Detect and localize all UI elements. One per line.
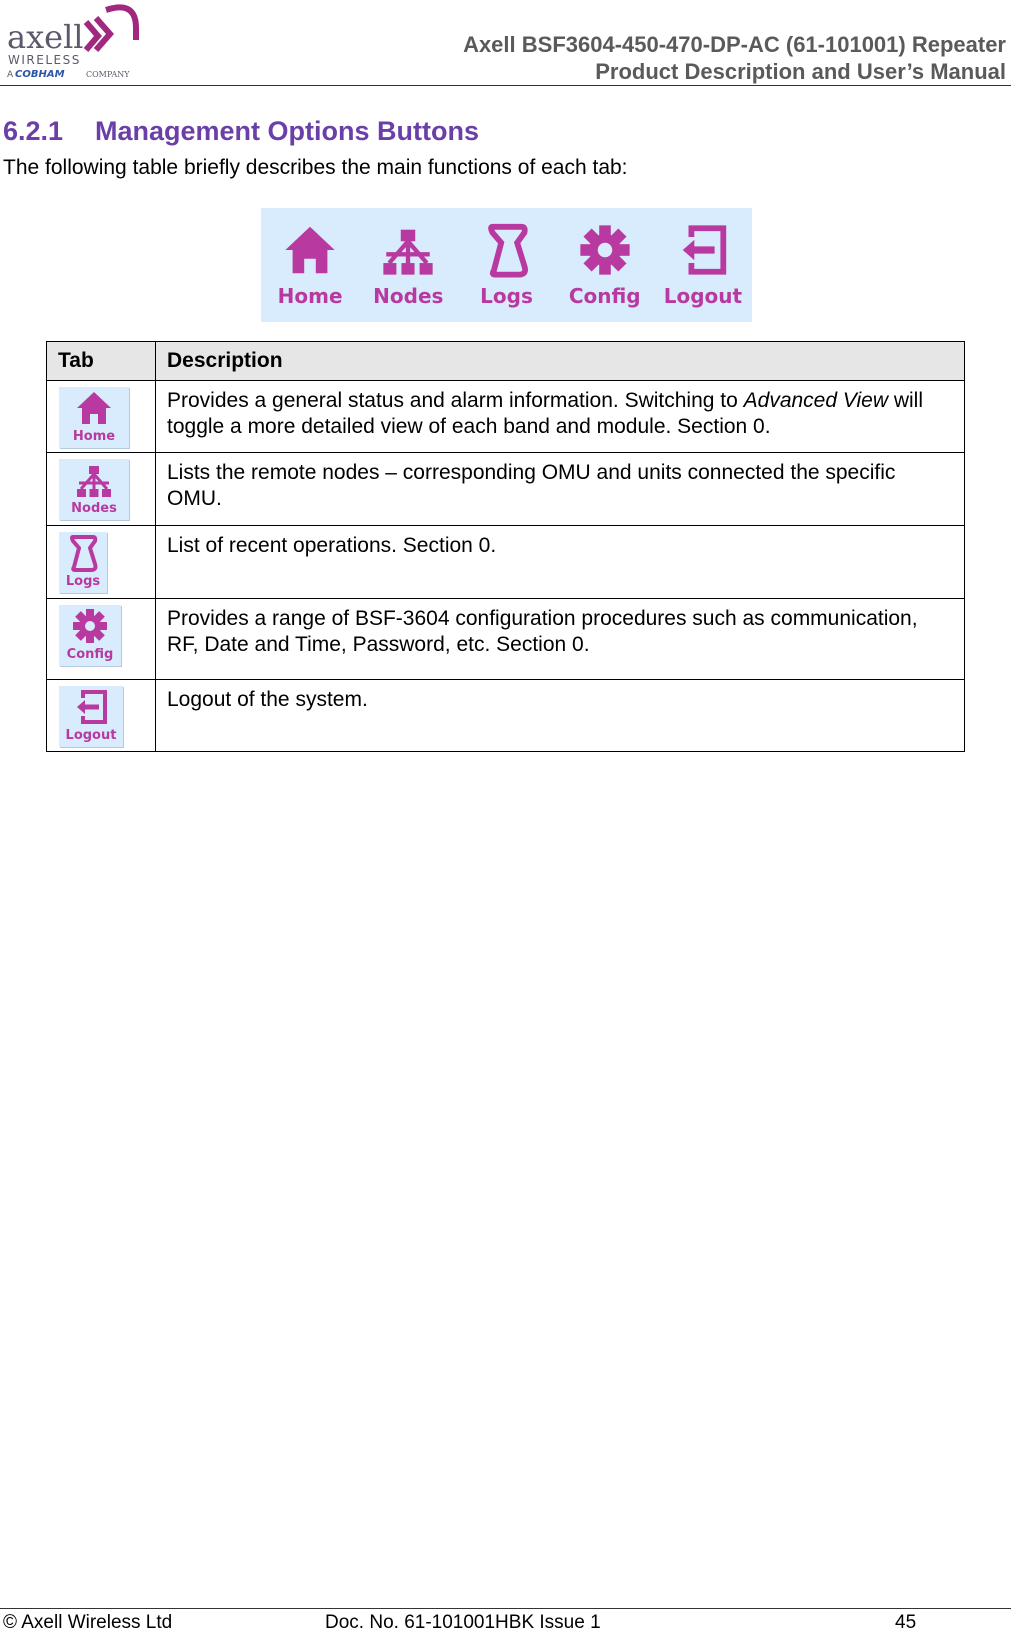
document-title-line2: Product Description and User’s Manual xyxy=(595,59,1006,84)
tab-logs[interactable] xyxy=(457,208,555,322)
table-cell-description xyxy=(156,381,965,453)
table-header-row xyxy=(47,342,965,381)
tab-logs-label: Logs xyxy=(480,284,533,308)
tab-logout-label: Logout xyxy=(663,284,743,308)
intro-paragraph: The following table briefly describes the main functions of each tab: xyxy=(3,156,628,179)
logout-icon xyxy=(71,688,111,726)
home-icon xyxy=(281,222,339,278)
column-header-description: Description xyxy=(156,342,965,381)
logo-tagline-company: COBHAM xyxy=(15,69,65,80)
home-icon xyxy=(74,389,114,427)
logo-subtitle: WIRELESS xyxy=(8,53,81,67)
home-tab-button[interactable] xyxy=(59,387,129,448)
logs-icon xyxy=(478,222,536,278)
home-description-text: Provides a general status and alarm information. Switching to xyxy=(167,389,744,412)
section-heading xyxy=(3,116,479,147)
logs-tab-label: Logs xyxy=(65,574,101,589)
gear-icon xyxy=(70,607,110,645)
logo-tagline-prefix: A xyxy=(7,70,14,80)
tab-config[interactable] xyxy=(556,208,654,322)
advanced-view-term: Advanced View xyxy=(743,389,889,412)
logout-tab-label: Logout xyxy=(65,728,117,743)
home-tab-label: Home xyxy=(72,429,116,444)
tab-home-label: Home xyxy=(277,284,343,308)
logs-tab-button[interactable] xyxy=(59,532,107,593)
table-cell-tab xyxy=(47,526,156,599)
tab-config-label: Config xyxy=(568,284,641,308)
nodes-tab-label: Nodes xyxy=(71,501,117,516)
logout-tab-button[interactable] xyxy=(59,686,123,747)
logout-icon xyxy=(674,222,732,278)
table-cell-tab xyxy=(47,381,156,453)
footer-copyright: © Axell Wireless Ltd xyxy=(3,1612,173,1633)
nodes-tab-button[interactable] xyxy=(59,459,129,520)
logo-wordmark: axell xyxy=(7,18,84,56)
tab-logout[interactable] xyxy=(654,208,752,322)
section-title: Management Options Buttons xyxy=(95,116,479,146)
logo-tagline-suffix: COMPANY xyxy=(86,70,130,79)
config-tab-label: Config xyxy=(66,647,114,662)
company-logo xyxy=(6,0,142,80)
table-cell-description: Logout of the system. xyxy=(156,680,965,752)
table-cell-description: List of recent operations. Section 0. xyxy=(156,526,965,599)
options-table xyxy=(46,341,965,752)
table-cell-description: Provides a range of BSF-3604 configuration procedures such as communication, RF, Date and Time, Password, etc. Section 0. xyxy=(156,599,965,680)
home-description-text-cont: will toggle a more detailed view of each band and module. Section 0. xyxy=(167,389,924,438)
table-cell-tab xyxy=(47,453,156,526)
nodes-icon xyxy=(379,222,437,278)
nodes-icon xyxy=(74,461,114,499)
header-divider xyxy=(0,85,1011,86)
table-row xyxy=(47,381,965,453)
logs-icon xyxy=(63,534,103,572)
management-tab-strip xyxy=(261,208,752,322)
section-number: 6.2.1 xyxy=(3,116,64,146)
table-cell-tab xyxy=(47,680,156,752)
tab-home[interactable] xyxy=(261,208,359,322)
table-row xyxy=(47,599,965,680)
footer-doc-number: Doc. No. 61-101001HBK Issue 1 xyxy=(325,1612,601,1633)
column-header-tab: Tab xyxy=(47,342,156,381)
table-row xyxy=(47,453,965,526)
config-tab-button[interactable] xyxy=(59,605,121,666)
document-title-line1: Axell BSF3604-450-470-DP-AC (61-101001) Repeater xyxy=(463,32,1006,57)
table-cell-description: Lists the remote nodes – corresponding OMU and units connected the specific OMU. xyxy=(156,453,965,526)
table-row xyxy=(47,680,965,752)
document-title xyxy=(463,31,1006,85)
footer-page-number: 45 xyxy=(895,1612,917,1633)
footer-divider xyxy=(0,1608,1011,1609)
tab-nodes[interactable] xyxy=(359,208,457,322)
table-cell-tab xyxy=(47,599,156,680)
gear-icon xyxy=(576,222,634,278)
tab-nodes-label: Nodes xyxy=(373,284,444,308)
table-row xyxy=(47,526,965,599)
